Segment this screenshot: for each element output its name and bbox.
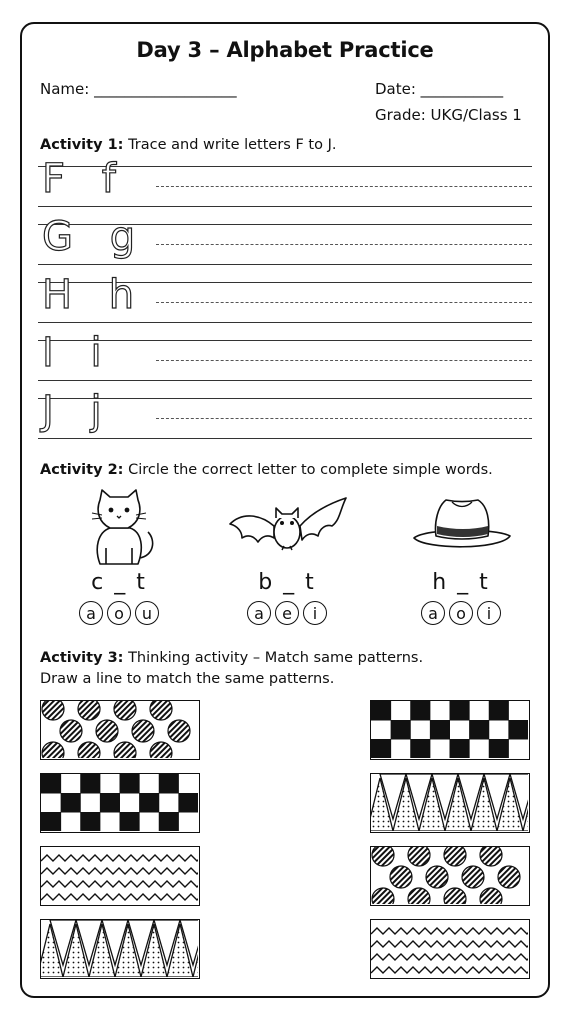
trace-row-g [38, 214, 532, 270]
activity3-instructions: Draw a line to match the same patterns. [40, 671, 335, 687]
choice-circle[interactable]: a [247, 601, 271, 625]
activity1-title [40, 137, 336, 153]
trace-letters: J j [42, 388, 114, 434]
choice-circle[interactable]: a [421, 601, 445, 625]
choice-circle[interactable]: a [79, 601, 103, 625]
choice-circle[interactable]: u [135, 601, 159, 625]
right-pattern-2[interactable] [370, 773, 530, 833]
cat-icon [44, 488, 194, 566]
activity3-title [40, 650, 423, 666]
activity2-title-text: Circle the correct letter to complete simple words. [123, 462, 493, 478]
activity3-title-text: Thinking activity – Match same patterns. [123, 650, 424, 666]
word-item-hat [386, 488, 536, 625]
activity1-title-text: Trace and write letters F to J. [123, 137, 337, 153]
worksheet [20, 22, 550, 998]
name-field: Name: ___________________ [40, 80, 237, 98]
trace-letters: G g [42, 214, 148, 260]
activity2-title [40, 462, 493, 478]
hat-icon [386, 488, 536, 566]
left-pattern-3[interactable] [40, 846, 200, 906]
choice-circle[interactable]: e [275, 601, 299, 625]
right-pattern-3[interactable] [370, 846, 530, 906]
activity2-title-bold: Activity 2: [40, 462, 124, 478]
choice-circle[interactable]: o [449, 601, 473, 625]
activity3-title-bold: Activity 3: [40, 650, 124, 666]
page-title: Day 3 – Alphabet Practice [136, 38, 434, 62]
word-text: h _ t [432, 570, 490, 595]
bat-icon [212, 488, 362, 566]
word-item-cat [44, 488, 194, 625]
choice-circle[interactable]: i [477, 601, 501, 625]
trace-row-i [38, 330, 532, 386]
right-pattern-1[interactable] [370, 700, 530, 760]
grade-label: Grade: UKG/Class 1 [375, 106, 522, 124]
choice-circle[interactable]: i [303, 601, 327, 625]
trace-letters: F f [42, 156, 128, 202]
trace-row-f [38, 156, 532, 212]
trace-row-j [38, 388, 532, 444]
left-pattern-1[interactable] [40, 700, 200, 760]
date-field: Date: ___________ [375, 80, 504, 98]
left-pattern-4[interactable] [40, 919, 200, 979]
word-text: c _ t [91, 570, 147, 595]
word-item-bat [212, 488, 362, 625]
word-text: b _ t [258, 570, 316, 595]
choice-circle[interactable]: o [107, 601, 131, 625]
trace-letters: I i [42, 330, 114, 376]
right-pattern-4[interactable] [370, 919, 530, 979]
left-pattern-2[interactable] [40, 773, 200, 833]
trace-letters: H h [42, 272, 147, 318]
activity1-title-bold: Activity 1: [40, 137, 124, 153]
trace-row-h [38, 272, 532, 328]
